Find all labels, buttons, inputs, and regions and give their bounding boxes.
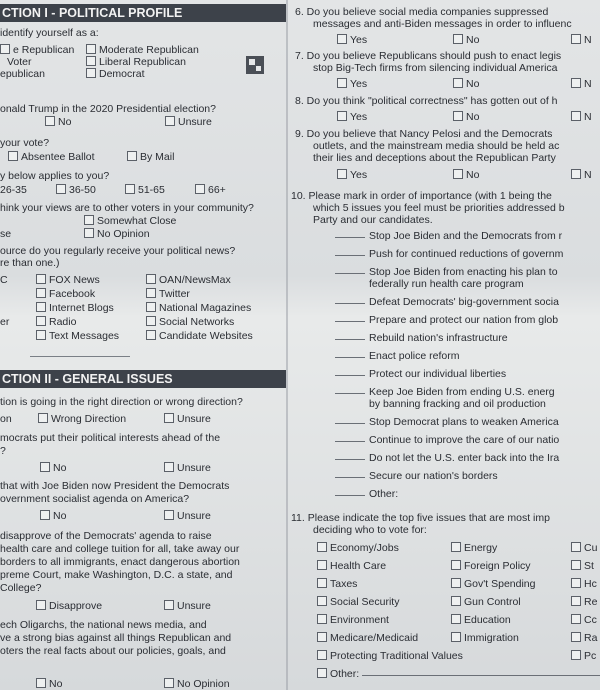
checkbox[interactable] (451, 614, 461, 624)
option-wrong-direction[interactable]: Wrong Direction (38, 413, 126, 425)
checkbox[interactable] (36, 316, 46, 326)
rank-item[interactable]: Protect our individual liberties (335, 368, 506, 380)
rank-item[interactable]: Defeat Democrats' big-government socia (335, 296, 559, 308)
checkbox[interactable] (86, 68, 96, 78)
option-no-opinion[interactable]: No Opinion (84, 228, 150, 240)
question-9-line-1: 9. Do you believe that Nancy Pelosi and the Democrats (295, 128, 553, 140)
option-q6-yes[interactable]: Yes (337, 34, 367, 46)
option-q9-yes[interactable]: Yes (337, 169, 367, 181)
rank-blank[interactable] (335, 339, 365, 340)
checkbox[interactable] (84, 215, 94, 225)
checkbox[interactable] (571, 614, 581, 624)
checkbox[interactable] (317, 560, 327, 570)
rank-blank[interactable] (335, 375, 365, 376)
checkbox[interactable] (317, 614, 327, 624)
checkbox[interactable] (146, 288, 156, 298)
checkbox[interactable] (36, 274, 46, 284)
checkbox[interactable] (146, 316, 156, 326)
checkbox[interactable] (453, 34, 463, 44)
option-source-c[interactable]: C (0, 274, 8, 286)
question-10-line-2: which 5 issues you feel must be priorities addressed b (313, 202, 565, 214)
issue-option[interactable]: Taxes (317, 578, 357, 590)
question-biden-cont: overnment socialist agenda on America? (0, 493, 190, 505)
question-agenda-2: health care and college tuition for all, take away our (0, 543, 240, 555)
checkbox[interactable] (36, 678, 46, 688)
checkbox[interactable] (146, 274, 156, 284)
checkbox[interactable] (36, 600, 46, 610)
rank-item[interactable]: Stop Joe Biden from enacting his plan to (335, 266, 558, 278)
rank-blank[interactable] (335, 321, 365, 322)
question-7-line-1: 7. Do you believe Republicans should push to enact legis (295, 50, 562, 62)
issue-option[interactable]: Re (571, 596, 597, 608)
option-age-3[interactable]: 51-65 (125, 184, 165, 196)
question-agenda-3: borders to all immigrants, enact dangerous abortion (0, 556, 240, 568)
option-somewhat-close[interactable]: Somewhat Close (84, 215, 176, 227)
rank-blank[interactable] (335, 273, 365, 274)
question-trump: onald Trump in the 2020 Presidential election? (0, 103, 216, 115)
question-agenda-5: College? (0, 582, 42, 594)
section-1-header: CTION I - POLITICAL PROFILE (0, 4, 286, 22)
question-biden: that with Joe Biden now President the Democrats (0, 480, 230, 492)
issue-option[interactable]: Gov't Spending (451, 578, 535, 590)
checkbox[interactable] (453, 78, 463, 88)
issue-option[interactable]: Foreign Policy (451, 560, 531, 572)
checkbox[interactable] (0, 44, 10, 54)
option-agenda-unsure[interactable]: Unsure (164, 600, 211, 612)
question-direction: tion is going in the right direction or wrong direction? (0, 396, 243, 408)
option-twitter[interactable]: Twitter (146, 288, 190, 300)
checkbox[interactable] (451, 632, 461, 642)
checkbox[interactable] (571, 169, 581, 179)
option-q7-unsure[interactable]: N (571, 78, 592, 90)
option-tech-no[interactable]: No (36, 678, 62, 690)
option-q7-yes[interactable]: Yes (337, 78, 367, 90)
rank-blank[interactable] (335, 477, 365, 478)
option-q7-no[interactable]: No (453, 78, 479, 90)
checkbox[interactable] (337, 78, 347, 88)
option-age-2[interactable]: 36-50 (56, 184, 96, 196)
checkbox[interactable] (571, 578, 581, 588)
option-age-4[interactable]: 66+ (195, 184, 226, 196)
option-direction-unsure[interactable]: Unsure (164, 413, 211, 425)
rank-item-other[interactable]: Other: (335, 488, 398, 500)
checkbox[interactable] (317, 542, 327, 552)
question-identify: identify yourself as a: (0, 27, 99, 39)
right-column (289, 0, 600, 690)
option-q9-unsure[interactable]: N (571, 169, 592, 181)
option-disapprove[interactable]: Disapprove (36, 600, 102, 612)
question-dems-interests-cont: ? (0, 445, 6, 457)
checkbox[interactable] (127, 151, 137, 161)
option-identify-3[interactable]: Voter (7, 56, 32, 68)
checkbox[interactable] (125, 184, 135, 194)
rank-blank[interactable] (335, 393, 365, 394)
question-views: hink your views are to other voters in your community? (0, 202, 254, 214)
checkbox[interactable] (86, 44, 96, 54)
question-9-line-2: outlets, and the mainstream media should be held ac (313, 140, 560, 152)
question-agenda-1: disapprove of the Democrats' agenda to raise (0, 530, 212, 542)
checkbox[interactable] (451, 560, 461, 570)
question-news-source: ource do you regularly receive your political news? (0, 245, 236, 257)
issue-option[interactable]: Environment (317, 614, 389, 626)
rank-blank[interactable] (335, 423, 365, 424)
question-11-line-2: deciding who to vote for: (313, 524, 427, 536)
checkbox[interactable] (451, 578, 461, 588)
issue-option[interactable]: Medicare/Medicaid (317, 632, 418, 644)
rank-item[interactable]: Rebuild nation's infrastructure (335, 332, 508, 344)
checkbox[interactable] (36, 330, 46, 340)
checkbox[interactable] (86, 56, 96, 66)
checkbox[interactable] (56, 184, 66, 194)
issue-option[interactable]: Cc (571, 614, 597, 626)
option-magazines[interactable]: National Magazines (146, 302, 251, 314)
issue-option[interactable]: Education (451, 614, 511, 626)
checkbox[interactable] (40, 510, 50, 520)
question-7-line-2: stop Big-Tech firms from silencing individual America (313, 62, 558, 74)
rank-blank[interactable] (335, 459, 365, 460)
column-divider (286, 0, 288, 690)
checkbox[interactable] (164, 510, 174, 520)
issue-option[interactable]: Cu (571, 542, 597, 554)
question-6-line-1: 6. Do you believe social media companies suppressed (295, 6, 549, 18)
checkbox[interactable] (317, 668, 327, 678)
rank-item[interactable]: Do not let the U.S. enter back into the Ira (335, 452, 559, 464)
question-9-line-3: their lies and deceptions about the Republican Party (313, 152, 556, 164)
rank-item[interactable]: Keep Joe Biden from ending U.S. energ (335, 386, 555, 398)
rank-item[interactable]: Continue to improve the care of our natio (335, 434, 559, 446)
checkbox[interactable] (146, 330, 156, 340)
option-biden-no[interactable]: No (40, 510, 66, 522)
checkbox[interactable] (337, 34, 347, 44)
rank-blank[interactable] (335, 495, 365, 496)
rank-blank[interactable] (335, 237, 365, 238)
option-source-er[interactable]: er (0, 316, 10, 328)
option-identify-4[interactable]: Liberal Republican (86, 56, 186, 68)
rank-blank[interactable] (335, 441, 365, 442)
checkbox[interactable] (571, 650, 581, 660)
issue-option[interactable]: St (571, 560, 594, 572)
option-dems-no[interactable]: No (40, 462, 66, 474)
option-q8-yes[interactable]: Yes (337, 111, 367, 123)
issue-option[interactable]: Economy/Jobs (317, 542, 399, 554)
option-dems-unsure[interactable]: Unsure (164, 462, 211, 474)
checkbox[interactable] (571, 560, 581, 570)
checkbox[interactable] (195, 184, 205, 194)
option-q6-unsure[interactable]: N (571, 34, 592, 46)
option-oan[interactable]: OAN/NewsMax (146, 274, 231, 286)
checkbox[interactable] (571, 78, 581, 88)
checkbox[interactable] (317, 650, 327, 660)
option-q8-no[interactable]: No (453, 111, 479, 123)
checkbox[interactable] (317, 578, 327, 588)
issue-option[interactable]: Ra (571, 632, 597, 644)
option-identify-1[interactable]: e Republican (0, 44, 74, 56)
checkbox[interactable] (84, 228, 94, 238)
checkbox[interactable] (164, 413, 174, 423)
other-text-line[interactable] (362, 675, 600, 676)
issue-option[interactable]: Protecting Traditional Values (317, 650, 463, 662)
checkbox[interactable] (571, 632, 581, 642)
question-tech-2: ve a strong bias against all things Republican and (0, 632, 232, 644)
option-blogs[interactable]: Internet Blogs (36, 302, 114, 314)
checkbox[interactable] (36, 288, 46, 298)
issue-option[interactable]: Gun Control (451, 596, 521, 608)
option-views-close[interactable]: se (0, 228, 12, 240)
checkbox[interactable] (451, 596, 461, 606)
checkbox[interactable] (8, 151, 18, 161)
option-facebook[interactable]: Facebook (36, 288, 95, 300)
checkbox[interactable] (164, 600, 174, 610)
option-identify-5[interactable]: epublican (0, 68, 45, 80)
checkbox[interactable] (164, 462, 174, 472)
checkbox[interactable] (164, 678, 174, 688)
checkbox[interactable] (571, 542, 581, 552)
rank-item[interactable]: Prepare and protect our nation from glob (335, 314, 558, 326)
option-age-1[interactable]: 26-35 (0, 184, 27, 196)
checkbox[interactable] (317, 632, 327, 642)
question-vote: your vote? (0, 137, 50, 149)
rank-item-cont: federally run health care program (369, 278, 524, 290)
option-candidate-websites[interactable]: Candidate Websites (146, 330, 253, 342)
checkbox[interactable] (453, 111, 463, 121)
checkbox[interactable] (571, 596, 581, 606)
checkbox[interactable] (337, 169, 347, 179)
option-identify-6[interactable]: Democrat (86, 68, 145, 80)
option-trump-unsure[interactable]: Unsure (165, 116, 212, 128)
question-tech-1: ech Oligarchs, the national news media, and (0, 619, 207, 631)
option-text-messages[interactable]: Text Messages (36, 330, 119, 342)
option-biden-unsure[interactable]: Unsure (164, 510, 211, 522)
checkbox[interactable] (36, 302, 46, 312)
question-agenda-4: preme Court, make Washington, D.C. a state, and (0, 569, 233, 581)
issue-option[interactable]: Pc (571, 650, 596, 662)
question-11-line-1: 11. Please indicate the top five issues that are most imp (291, 512, 550, 524)
rank-blank[interactable] (335, 255, 365, 256)
checkbox[interactable] (38, 413, 48, 423)
question-8: 8. Do you think "political correctness" has gotten out of h (295, 95, 558, 107)
checkbox[interactable] (165, 116, 175, 126)
rank-blank[interactable] (335, 357, 365, 358)
option-q9-no[interactable]: No (453, 169, 479, 181)
issue-other[interactable]: Other: (317, 668, 600, 680)
divider-line (30, 356, 130, 357)
issue-option[interactable]: Health Care (317, 560, 386, 572)
checkbox[interactable] (571, 34, 581, 44)
issue-option[interactable]: Social Security (317, 596, 399, 608)
option-direction-right[interactable]: on (0, 413, 12, 425)
rank-item[interactable]: Stop Joe Biden and the Democrats from r (335, 230, 562, 242)
rank-item-cont: by banning fracking and oil production (369, 398, 546, 410)
qr-code-icon (246, 56, 264, 74)
option-by-mail[interactable]: By Mail (127, 151, 174, 163)
checkbox[interactable] (40, 462, 50, 472)
rank-blank[interactable] (335, 303, 365, 304)
left-column (0, 0, 289, 690)
option-fox[interactable]: FOX News (36, 274, 100, 286)
question-10-line-1: 10. Please mark in order of importance (with 1 being the (291, 190, 552, 202)
rank-item[interactable]: Secure our nation's borders (335, 470, 498, 482)
option-absentee[interactable]: Absentee Ballot (8, 151, 95, 163)
checkbox[interactable] (453, 169, 463, 179)
option-tech-no-opinion[interactable]: No Opinion (164, 678, 230, 690)
question-age: y below applies to you? (0, 170, 110, 182)
issue-option[interactable]: Energy (451, 542, 497, 554)
checkbox[interactable] (337, 111, 347, 121)
option-q8-unsure[interactable]: N (571, 111, 592, 123)
question-10-line-3: Party and our candidates. (313, 214, 433, 226)
checkbox[interactable] (451, 542, 461, 552)
rank-item[interactable]: Push for continued reductions of governm (335, 248, 563, 260)
option-trump-no[interactable]: No (45, 116, 71, 128)
checkbox[interactable] (146, 302, 156, 312)
question-tech-3: oters the real facts about our policies, goals, and (0, 645, 226, 657)
checkbox[interactable] (571, 111, 581, 121)
option-identify-2[interactable]: Moderate Republican (86, 44, 199, 56)
question-6-line-2: messages and anti-Biden messages in order to influenc (313, 18, 572, 30)
checkbox[interactable] (317, 596, 327, 606)
question-news-source-note: re than one.) (0, 257, 60, 269)
section-2-header: CTION II - GENERAL ISSUES (0, 370, 286, 388)
issue-option[interactable]: Immigration (451, 632, 519, 644)
issue-option[interactable]: Hc (571, 578, 597, 590)
rank-item[interactable]: Enact police reform (335, 350, 459, 362)
rank-item[interactable]: Stop Democrat plans to weaken America (335, 416, 559, 428)
checkbox[interactable] (45, 116, 55, 126)
question-dems-interests: mocrats put their political interests ahead of the (0, 432, 221, 444)
option-radio[interactable]: Radio (36, 316, 76, 328)
option-social-networks[interactable]: Social Networks (146, 316, 234, 328)
option-q6-no[interactable]: No (453, 34, 479, 46)
